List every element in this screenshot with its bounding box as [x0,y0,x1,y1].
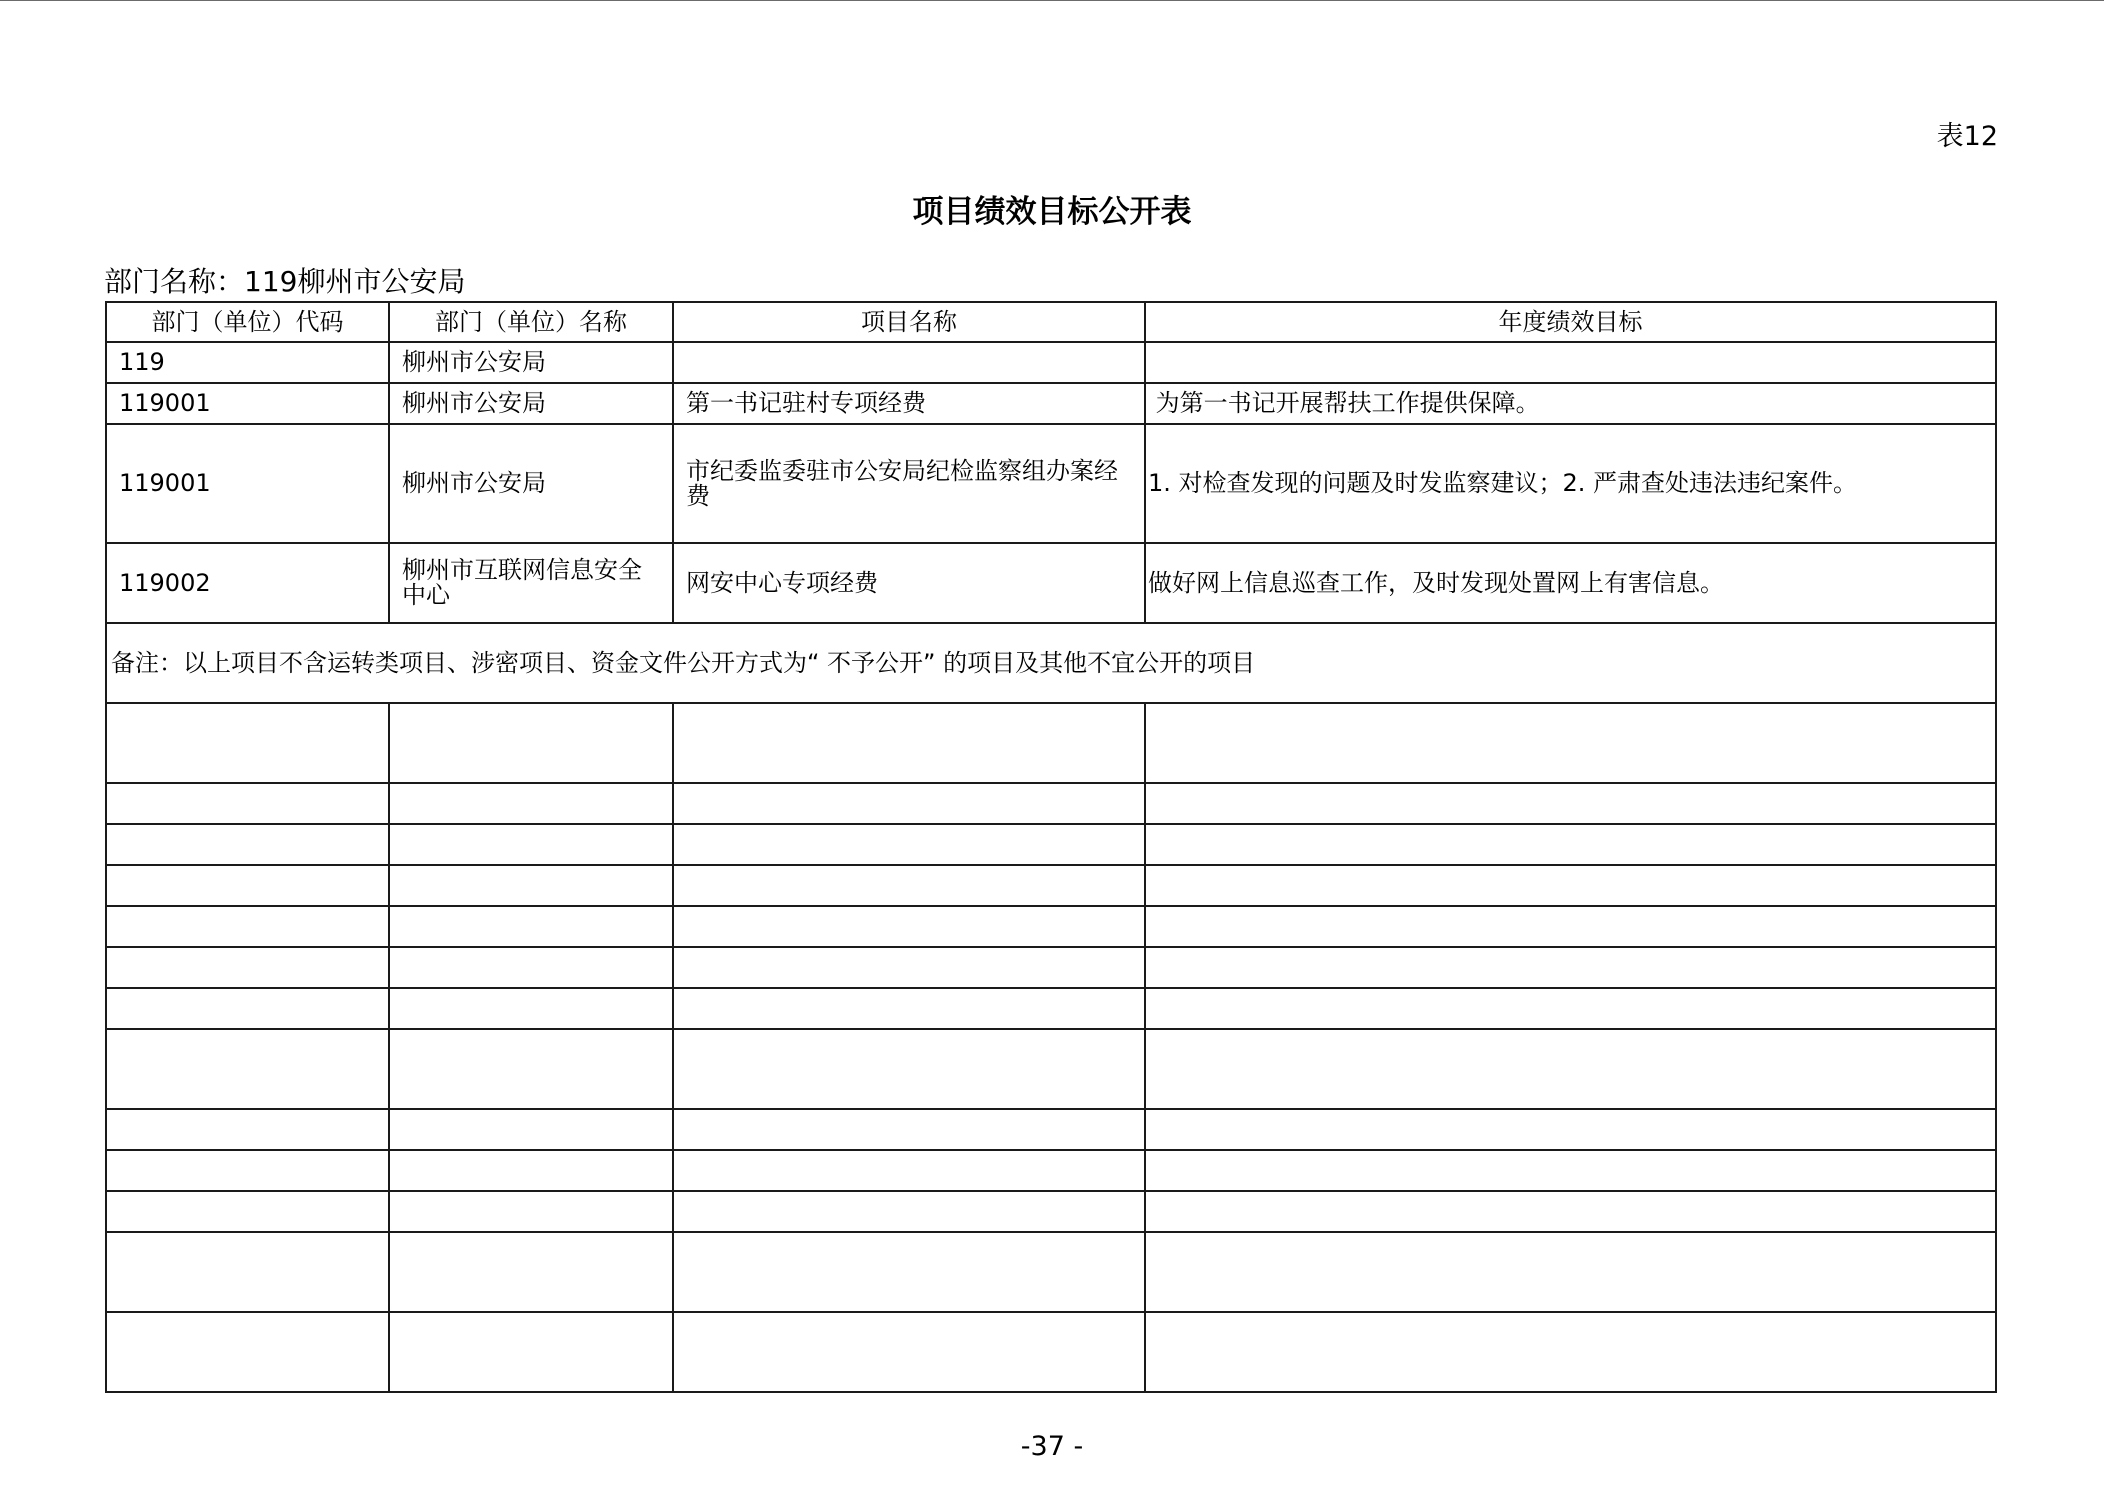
empty-cell [1145,865,1996,906]
cell-unit-code: 119001 [106,424,389,543]
empty-cell [389,783,673,824]
empty-cell [1145,906,1996,947]
performance-goal-table [105,301,1997,1393]
empty-row [106,988,1996,1029]
empty-cell [389,1150,673,1191]
table-row [106,383,1996,424]
empty-cell [1145,947,1996,988]
empty-cell [673,703,1145,783]
table-number: 表12 [1936,121,1998,152]
header-unit-name: 部门（单位）名称 [389,302,673,342]
empty-cell [106,1312,389,1392]
table-row [106,424,1996,543]
empty-row [106,1109,1996,1150]
empty-cell [673,1312,1145,1392]
empty-cell [673,1109,1145,1150]
header-unit-code: 部门（单位）代码 [106,302,389,342]
empty-row [106,824,1996,865]
cell-unit-code: 119 [106,342,389,383]
cell-project-name: 市纪委监委驻市公安局纪检监察组办案经费 [673,424,1145,543]
empty-cell [1145,1150,1996,1191]
empty-row [106,1150,1996,1191]
empty-cell [673,1191,1145,1232]
header-project-name: 项目名称 [673,302,1145,342]
empty-cell [389,1312,673,1392]
table-header-row [106,302,1996,342]
empty-cell [1145,703,1996,783]
empty-cell [389,906,673,947]
empty-cell [106,865,389,906]
header-annual-goal: 年度绩效目标 [1145,302,1996,342]
empty-row [106,865,1996,906]
empty-cell [106,1150,389,1191]
empty-cell [106,988,389,1029]
cell-unit-name: 柳州市公安局 [389,383,673,424]
top-border-line [0,0,2104,1]
cell-annual-goal [1145,342,1996,383]
empty-cell [106,1109,389,1150]
empty-row [106,906,1996,947]
empty-cell [673,824,1145,865]
empty-cell [673,1150,1145,1191]
empty-cell [1145,1029,1996,1109]
empty-cell [106,783,389,824]
empty-cell [1145,988,1996,1029]
page-number: -37 - [1020,1431,1084,1462]
empty-cell [389,1232,673,1312]
empty-cell [389,988,673,1029]
department-name-line: 部门名称：119柳州市公安局 [104,265,466,298]
empty-row [106,783,1996,824]
empty-cell [673,988,1145,1029]
empty-cell [673,906,1145,947]
empty-cell [673,865,1145,906]
empty-cell [106,824,389,865]
empty-cell [389,824,673,865]
empty-cell [106,703,389,783]
empty-cell [106,947,389,988]
empty-cell [1145,1232,1996,1312]
empty-cell [389,1191,673,1232]
empty-cell [1145,1109,1996,1150]
empty-row [106,1232,1996,1312]
empty-cell [106,906,389,947]
table-row [106,543,1996,623]
empty-cell [106,1232,389,1312]
empty-cell [389,1109,673,1150]
empty-cell [106,1191,389,1232]
empty-cell [1145,1191,1996,1232]
cell-project-name [673,342,1145,383]
table-note-row [106,623,1996,703]
empty-cell [106,1029,389,1109]
empty-row [106,947,1996,988]
empty-cell [1145,783,1996,824]
empty-cell [673,1029,1145,1109]
empty-cell [389,1029,673,1109]
empty-cell [1145,824,1996,865]
cell-unit-name: 柳州市互联网信息安全中心 [389,543,673,623]
empty-cell [673,947,1145,988]
cell-project-name: 网安中心专项经费 [673,543,1145,623]
empty-row [106,1029,1996,1109]
table-row [106,342,1996,383]
empty-cell [389,865,673,906]
cell-unit-code: 119002 [106,543,389,623]
cell-project-name: 第一书记驻村专项经费 [673,383,1145,424]
empty-cell [673,1232,1145,1312]
empty-cell [1145,1312,1996,1392]
empty-cell [673,783,1145,824]
cell-unit-name: 柳州市公安局 [389,424,673,543]
document-title: 项目绩效目标公开表 [912,194,1192,230]
cell-unit-code: 119001 [106,383,389,424]
cell-annual-goal: 1. 对检查发现的问题及时发监察建议；2. 严肃查处违法违纪案件。 [1145,424,1996,543]
cell-annual-goal: 为第一书记开展帮扶工作提供保障。 [1145,383,1996,424]
cell-unit-name: 柳州市公安局 [389,342,673,383]
empty-row [106,1191,1996,1232]
empty-row [106,1312,1996,1392]
table-note: 备注：以上项目不含运转类项目、涉密项目、资金文件公开方式为“ 不予公开” 的项目及其他不宜公开的项目 [106,623,1996,703]
cell-annual-goal: 做好网上信息巡查工作，及时发现处置网上有害信息。 [1145,543,1996,623]
empty-cell [389,947,673,988]
empty-row [106,703,1996,783]
empty-cell [389,703,673,783]
